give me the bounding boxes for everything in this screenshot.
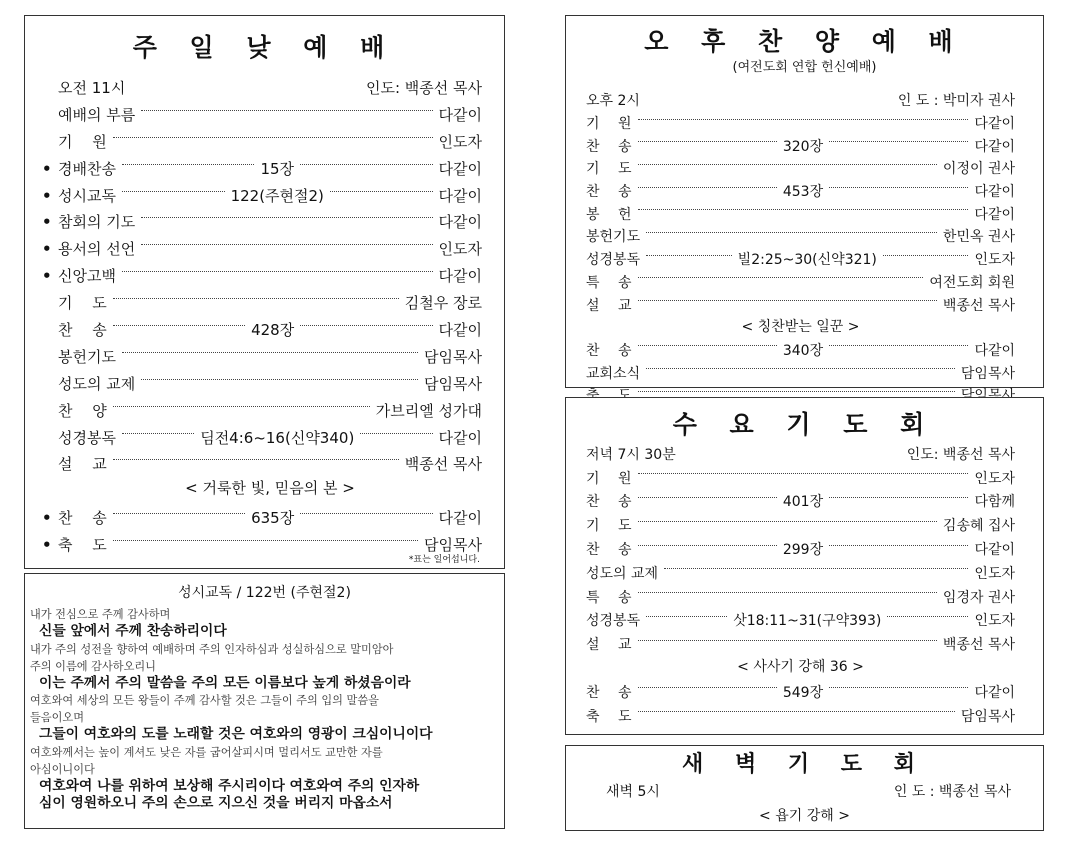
dot-leader [113, 137, 433, 138]
dot-leader [638, 119, 969, 120]
order-label [58, 400, 107, 421]
dot-leader [122, 164, 254, 165]
order-row [58, 450, 482, 477]
order-label-text: 성경봉독 [586, 613, 641, 630]
standing-bullet: • [42, 159, 52, 178]
order-label [58, 104, 135, 125]
order-person: 여전도회 회원 [929, 274, 1015, 291]
dot-leader [829, 345, 968, 346]
order-label-text: 봉헌기도 [58, 347, 116, 366]
order-row [586, 609, 1015, 633]
order-person: 담임목사 [960, 365, 1015, 382]
morning-order-list [42, 74, 483, 558]
standing-bullet: • [42, 186, 52, 205]
order-label [586, 204, 632, 224]
order-row [586, 513, 1015, 537]
sermon-title: < 거룩한 빛, 믿음의 본 > [185, 479, 355, 498]
order-row [58, 289, 482, 316]
order-label [586, 226, 640, 246]
order-person: 담임목사 [424, 347, 482, 366]
dot-leader [638, 497, 777, 498]
afternoon-title: 오 후 찬 양 예 배 [644, 27, 965, 56]
dot-leader [638, 592, 937, 593]
order-detail: 428장 [251, 320, 295, 339]
order-row [42, 235, 482, 262]
order-row [586, 585, 1015, 609]
dot-leader [638, 521, 937, 522]
order-row [42, 155, 482, 182]
morning-header-row [58, 74, 482, 101]
order-person: 다같이 [438, 428, 483, 447]
order-row [42, 262, 482, 289]
order-row [586, 490, 1015, 514]
order-person: 다같이 [438, 267, 482, 286]
order-label-text: 성경봉독 [58, 428, 116, 447]
order-label [586, 136, 632, 156]
order-label [586, 181, 632, 201]
order-person: 한민옥 권사 [942, 229, 1015, 246]
morning-title: 주 일 낮 예 배 [132, 33, 397, 62]
order-row [586, 537, 1015, 561]
dot-leader [360, 433, 432, 434]
order-person: 다같이 [438, 159, 482, 178]
sunday-morning-worship [24, 15, 505, 569]
order-label [58, 453, 107, 474]
order-person: 인도자 [974, 565, 1015, 582]
order-label [586, 634, 632, 654]
order-label-text: 특 송 [586, 589, 632, 606]
order-row [586, 632, 1015, 656]
order-label [58, 292, 107, 313]
order-row [586, 361, 1015, 384]
order-label-text: 설 교 [58, 455, 107, 474]
dawn-title: 새 벽 기 도 회 [682, 752, 927, 777]
order-detail: 삿18:11~31(구약393) [733, 613, 882, 630]
leader-line: 들음이오며 [30, 711, 85, 724]
order-label-text: 찬 송 [586, 494, 632, 511]
dot-leader [638, 300, 937, 301]
order-label-text: 기 도 [586, 161, 632, 178]
afternoon-subtitle: (여전도회 연합 헌신예배) [732, 60, 877, 75]
order-person: 김송혜 집사 [942, 518, 1015, 535]
order-person: 다같이 [974, 138, 1016, 155]
order-row [58, 424, 482, 451]
order-label-text: 성경봉독 [586, 252, 641, 269]
order-detail: 빌2:25~30(신약321) [737, 252, 877, 269]
order-label-text: 설 교 [586, 637, 632, 654]
standing-bullet: • [42, 213, 52, 232]
dot-leader [113, 459, 399, 460]
dot-leader [638, 141, 777, 142]
order-label [586, 539, 632, 559]
dot-leader [113, 325, 245, 326]
dot-leader [122, 433, 194, 434]
dot-leader [122, 271, 433, 272]
order-label-text: 찬 송 [58, 509, 107, 528]
order-label [42, 158, 116, 179]
congregation-line: 신들 앞에서 주께 찬송하리이다 [39, 623, 227, 639]
order-label [42, 211, 136, 232]
order-detail: 401장 [782, 494, 824, 511]
dot-leader [646, 255, 732, 256]
dot-leader [638, 209, 969, 210]
dot-leader [300, 513, 432, 514]
order-label [586, 158, 632, 178]
order-person: 담임목사 [960, 708, 1015, 725]
dawn-sermon-title: < 욥기 강해 > [759, 808, 850, 824]
order-row [58, 316, 482, 343]
order-label [586, 491, 632, 511]
order-row [42, 182, 482, 209]
order-row [586, 112, 1015, 135]
order-label-text: 기 원 [58, 132, 107, 151]
leader-line: 여호와여 세상의 모든 왕들이 주께 감사할 것은 그들이 주의 입의 말씀을 [30, 694, 379, 707]
afternoon-time: 오후 2시 [586, 93, 640, 110]
responsive-reading [24, 573, 505, 829]
order-detail: 320장 [782, 138, 824, 155]
order-person: 다같이 [974, 116, 1015, 133]
dot-leader [638, 545, 777, 546]
leader-line: 여호와께서는 높이 계셔도 낮은 자를 굽어살피시며 멀리서도 교만한 자를 [30, 745, 383, 759]
dot-leader [646, 368, 955, 369]
order-row [586, 202, 1015, 225]
order-label [586, 682, 632, 702]
dot-leader [829, 687, 968, 688]
dot-leader [638, 277, 924, 278]
order-label [42, 507, 107, 528]
order-row [586, 157, 1015, 180]
order-label-text: 기 원 [586, 470, 632, 487]
order-person: 백종선 목사 [404, 455, 482, 474]
order-label-text: 성도의 교제 [58, 374, 136, 393]
dawn-header-row [606, 780, 1011, 802]
order-person: 다같이 [438, 186, 482, 205]
order-label-text: 축 도 [586, 708, 632, 725]
dot-leader [887, 616, 968, 617]
dot-leader [638, 187, 777, 188]
order-person: 김철우 장로 [404, 294, 482, 313]
dot-leader [638, 640, 937, 641]
order-label-text: 봉 헌 [586, 206, 632, 223]
order-label [586, 295, 632, 315]
order-label [58, 346, 116, 367]
dot-leader [141, 217, 432, 218]
standing-bullet: • [42, 536, 52, 555]
order-row [42, 504, 483, 531]
order-label-text: 참회의 기도 [58, 213, 136, 232]
afternoon-praise-worship [565, 15, 1044, 388]
order-row [586, 248, 1015, 271]
order-row [58, 370, 482, 397]
order-person: 가브리엘 성가대 [375, 401, 482, 420]
order-row [58, 128, 482, 155]
reading-title: 성시교독 / 122번 (주현절2) [178, 585, 351, 601]
order-detail: 340장 [782, 342, 824, 359]
order-row [586, 271, 1015, 294]
dot-leader [638, 687, 777, 688]
order-label [58, 373, 135, 394]
order-detail: 299장 [782, 542, 824, 559]
wednesday-prayer-meeting [565, 397, 1044, 735]
leader-line: 내가 전심으로 주께 감사하며 [30, 608, 171, 621]
order-label [586, 706, 632, 726]
order-label-text: 신앙고백 [58, 267, 116, 286]
order-person: 이정이 권사 [942, 161, 1015, 178]
order-label [42, 185, 116, 206]
congregation-line: 이는 주께서 주의 말씀을 주의 모든 이름보다 높게 하셨음이라 [39, 674, 411, 691]
morning-leader: 인도: 백종선 목사 [365, 78, 482, 97]
order-label-text: 예배의 부름 [58, 105, 136, 124]
dot-leader [638, 164, 937, 165]
order-label [586, 587, 632, 607]
order-detail: 453장 [782, 184, 824, 201]
order-label [58, 131, 107, 152]
dot-leader [113, 513, 245, 514]
order-label-text: 기 원 [586, 116, 632, 133]
order-label-text: 기 도 [58, 294, 107, 313]
dot-leader [883, 255, 969, 256]
order-label [58, 427, 116, 448]
order-label-text: 성도의 교제 [586, 565, 659, 582]
order-row [586, 561, 1015, 585]
order-row [58, 397, 482, 424]
standing-bullet: • [42, 267, 52, 286]
order-label [586, 610, 640, 630]
order-person: 다같이 [438, 509, 483, 528]
morning-time: 오전 11시 [58, 78, 126, 97]
order-person: 다같이 [974, 184, 1016, 201]
order-person: 다같이 [438, 213, 482, 232]
wednesday-order-list [586, 442, 1015, 728]
order-person: 담임목사 [424, 374, 482, 393]
standing-note: *표는 일어섭니다. [408, 555, 480, 565]
order-row [586, 339, 1015, 362]
order-label [586, 272, 632, 292]
order-person: 다같이 [974, 684, 1016, 701]
order-label [586, 113, 632, 133]
order-person: 다같이 [438, 320, 483, 339]
sermon-title: < 칭찬받는 일꾼 > [741, 318, 860, 335]
order-row [42, 208, 482, 235]
leader-line: 주의 이름에 감사하오리니 [30, 659, 156, 673]
sermon-title: < 사사기 강해 36 > [737, 659, 864, 676]
order-row [586, 293, 1015, 316]
dot-leader [122, 352, 418, 353]
order-person: 백종선 목사 [942, 297, 1015, 314]
order-label-text: 찬 송 [586, 684, 632, 701]
order-label-text: 봉헌기도 [586, 229, 641, 246]
order-row [586, 180, 1015, 203]
order-label-text: 찬 송 [58, 320, 107, 339]
order-detail: 122(주현절2) [230, 186, 324, 205]
order-row [586, 704, 1015, 728]
order-label [586, 363, 640, 383]
order-label-text: 성시교독 [58, 186, 116, 205]
standing-bullet: • [42, 240, 52, 259]
dot-leader [829, 187, 968, 188]
reading-lines [30, 606, 498, 813]
order-label-text: 찬 양 [58, 401, 107, 420]
order-person: 임경자 권사 [942, 589, 1015, 606]
order-person: 인도자 [438, 132, 482, 151]
order-row [586, 680, 1015, 704]
order-label-text: 특 송 [586, 274, 632, 291]
order-label-text: 설 교 [586, 297, 632, 314]
dot-leader [141, 110, 432, 111]
order-row [58, 101, 482, 128]
wednesday-time: 저녁 7시 30분 [586, 446, 676, 463]
order-label-text: 경배찬송 [58, 159, 116, 178]
order-label-text: 찬 송 [586, 342, 632, 359]
order-label [586, 340, 632, 360]
order-detail: 딤전4:6~16(신약340) [200, 428, 355, 447]
dot-leader [638, 391, 955, 392]
order-label [42, 534, 107, 555]
dot-leader [829, 545, 968, 546]
order-person: 다같이 [974, 342, 1016, 359]
order-detail: 15장 [260, 159, 295, 178]
standing-bullet: • [42, 509, 52, 528]
dot-leader [330, 191, 433, 192]
dot-leader [664, 568, 968, 569]
order-detail: 549장 [782, 684, 824, 701]
order-row [586, 466, 1015, 490]
order-person: 인도자 [974, 470, 1015, 487]
order-label-text: 찬 송 [586, 138, 632, 155]
wednesday-header-row [586, 442, 1015, 466]
order-label-text: 기 도 [586, 518, 632, 535]
order-label [58, 319, 107, 340]
dot-leader [300, 164, 432, 165]
order-person: 다같이 [438, 105, 482, 124]
order-row [586, 134, 1015, 157]
dot-leader [646, 232, 937, 233]
congregation-line: 심이 영원하오니 주의 손으로 지으신 것을 버리지 마옵소서 [39, 795, 393, 811]
order-person: 담임목사 [424, 536, 482, 555]
order-label-text: 찬 송 [586, 542, 632, 559]
dot-leader [638, 473, 969, 474]
wednesday-title: 수 요 기 도 회 [672, 410, 937, 439]
dot-leader [638, 345, 777, 346]
leader-line: 내가 주의 성전을 향하여 예배하며 주의 인자하심과 성실하심으로 말미암아 [30, 642, 394, 656]
dot-leader [141, 379, 418, 380]
afternoon-order-list [586, 89, 1015, 407]
congregation-line: 여호와여 나를 위하여 보상해 주시리이다 여호와여 주의 인자하 [39, 777, 420, 794]
afternoon-leader: 인 도 : 박미자 권사 [897, 93, 1015, 110]
order-person: 다함께 [974, 494, 1016, 511]
order-label-text: 축 도 [58, 536, 107, 555]
order-person: 다같이 [974, 206, 1015, 223]
order-row [58, 343, 482, 370]
order-person: 인도자 [974, 252, 1016, 269]
order-detail: 635장 [251, 509, 295, 528]
dawn-time: 새벽 5시 [606, 784, 660, 800]
order-person: 다같이 [974, 542, 1016, 559]
order-label-text: 용서의 선언 [58, 240, 136, 259]
order-person: 백종선 목사 [942, 637, 1015, 654]
order-label [586, 563, 658, 583]
dot-leader [113, 540, 418, 541]
dawn-prayer-meeting [565, 745, 1044, 831]
dot-leader [113, 406, 370, 407]
dot-leader [300, 325, 432, 326]
order-person: 인도자 [438, 240, 482, 259]
dot-leader [829, 141, 968, 142]
order-row [586, 225, 1015, 248]
dot-leader [141, 244, 432, 245]
order-label [586, 468, 632, 488]
dot-leader [122, 191, 225, 192]
order-label [42, 238, 136, 259]
order-label [586, 249, 640, 269]
congregation-line: 그들이 여호와의 도를 노래할 것은 여호와의 영광이 크심이니이다 [39, 726, 433, 742]
leader-line: 아심이니이다 [30, 762, 95, 776]
dot-leader [829, 497, 968, 498]
afternoon-header-row [586, 89, 1015, 112]
order-label-text: 찬 송 [586, 184, 632, 201]
order-label [42, 265, 116, 286]
order-person: 인도자 [974, 613, 1016, 630]
dot-leader [646, 616, 727, 617]
dot-leader [113, 298, 399, 299]
order-label [586, 515, 632, 535]
dawn-leader: 인 도 : 백종선 목사 [893, 784, 1011, 800]
order-label-text: 교회소식 [586, 365, 641, 382]
wednesday-leader: 인도: 백종선 목사 [906, 446, 1015, 463]
dot-leader [638, 711, 955, 712]
